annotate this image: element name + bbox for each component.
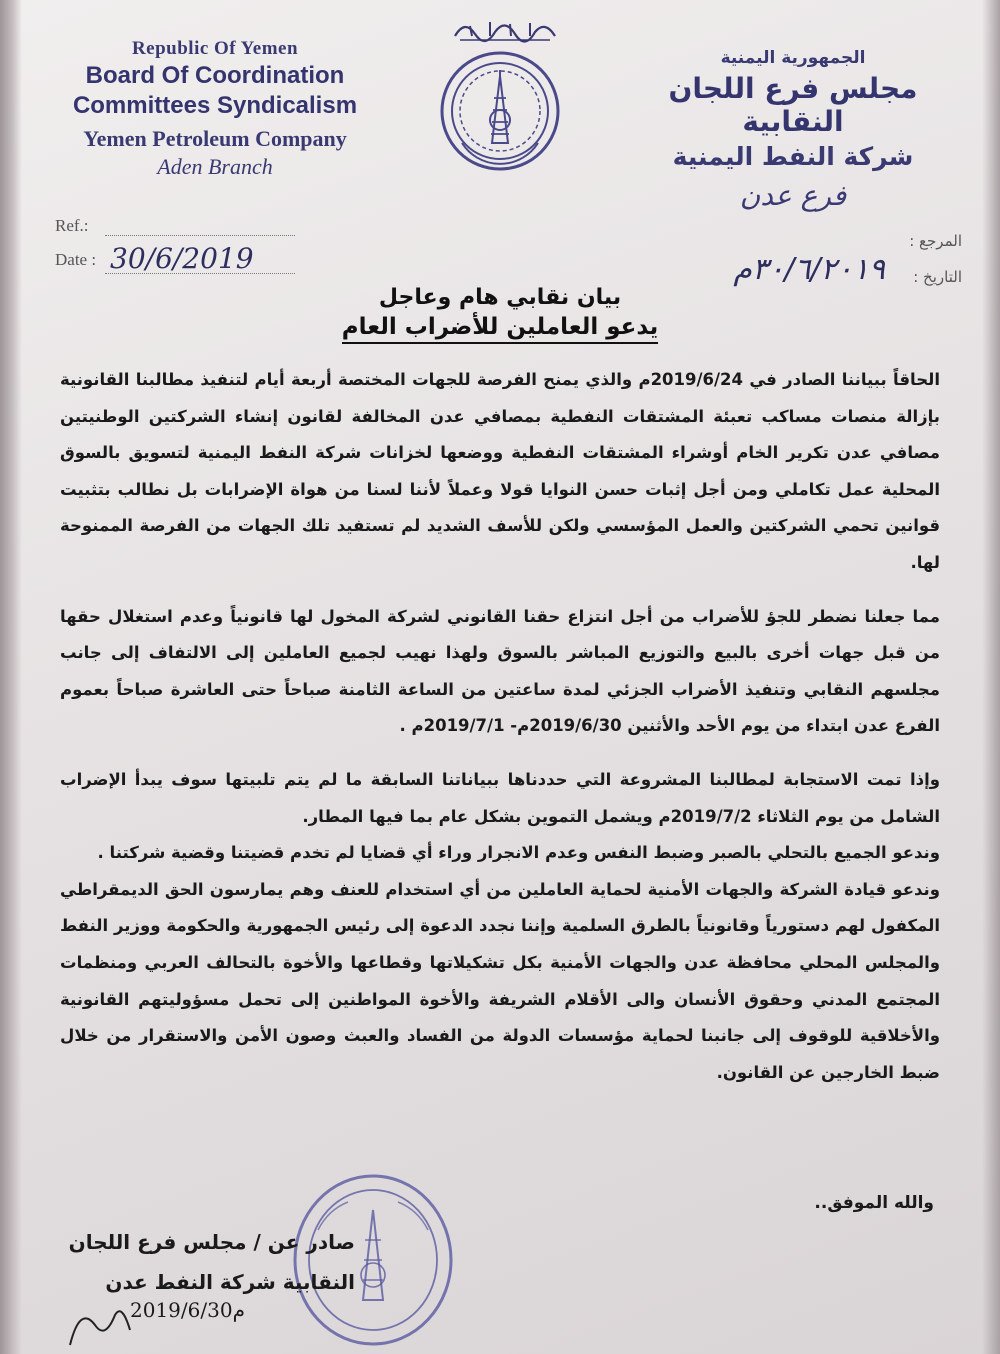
ar-letterhead-line3: شركة النفط اليمنية <box>672 142 914 171</box>
signature-block <box>55 1222 355 1302</box>
union-emblem-icon <box>437 48 563 174</box>
body-paragraph-3: وإذا تمت الاستجابة لمطالبنا المشروعة التي حددناها ببياناتنا السابقة ما لم يتم تلبيتها سوف يبدأ الإضراب الشامل من يوم الثلاثاء 2019/7/2م ويشمل التموين بشكل عام بما فيها المطار. <box>60 769 940 826</box>
signature-date: 2019/6/30م <box>130 1298 245 1322</box>
ref-line <box>105 235 295 236</box>
ar-letterhead-line2: مجلس فرع اللجان النقابية <box>668 72 918 138</box>
statement-title: بيان نقابي هام وعاجل <box>378 285 622 310</box>
ar-letterhead-line4: فرع عدن <box>739 179 847 212</box>
body-paragraph-1: الحاقاً ببياننا الصادر في 2019/6/24م والذي يمنح الفرصة للجهات المختصة أربعة أيام لتنفيذ مطالبنا القانونية بإزالة منصات مساكب تعبئة المشتقات النفطية بمصافي عدن المخالفة لقانون إنشاء الشركتين الوطنيتين مصافي عدن تكرير الخام أوشراء المشتقات النفطية ووضعها لخزانات شركة النفط اليمنية لتسويق بالسوق المحلية عمل تكاملي ومن أجل إثبات حسن النوايا قولا وعملاً لأننا لسنا من هواة الإضرابات بل نطالب بتثبيت قوانين تحمي الشركتين والعمل المؤسسي ولكن للأسف الشديد لم تستفيد تلك الجهات من الفرصة الممنوحة لها. <box>60 370 940 572</box>
closing-text: والله الموفق.. <box>814 1193 934 1213</box>
statement-subtitle-text: يدعو العاملين للأضراب العام <box>342 314 659 344</box>
english-letterhead <box>50 38 380 180</box>
ref-label: Ref.: <box>55 216 89 235</box>
body-paragraph-4: وندعو الجميع بالتحلي بالصبر وضبط النفس وعدم الانجرار وراء أي قضايا لم تخدم قضيتنا وقضية شركتنا . <box>97 843 940 863</box>
arabic-letterhead <box>628 48 958 212</box>
en-letterhead-line3: Committees Syndicalism <box>72 92 358 119</box>
en-letterhead-line1: Republic Of Yemen <box>131 38 299 59</box>
ar-ref-field <box>702 232 962 254</box>
statement-body <box>60 362 940 1091</box>
en-letterhead-line5: Aden Branch <box>157 154 273 179</box>
ar-handwritten-date: ٣٠/٦/٢٠١٩م <box>733 252 885 287</box>
signature-line-2: النقابية شركة النفط عدن <box>105 1270 355 1294</box>
ref-field <box>55 216 295 240</box>
statement-subtitle <box>0 314 1000 340</box>
calligraphy-crest-icon <box>450 14 560 44</box>
ar-date-label: التاريخ : <box>913 268 962 286</box>
handwritten-date: 30/6/2019 <box>110 242 254 275</box>
page-left-edge <box>0 0 22 1354</box>
ar-letterhead-line1: الجمهورية اليمنية <box>720 48 866 68</box>
body-paragraph-2: مما جعلنا نضطر للجؤ للأضراب من أجل انتزاع حقنا القانوني لشركة المخول لها قانونياً وعدم استغلال حقها من قبل جهات أخرى بالبيع والتوزيع المباشر بالسوق ولهذا نهيب لجميع العاملين إلى الالتفاف إلى جانب مجلسهم النقابي وتنفيذ الأضراب الجزئي لمدة ساعتين من الساعة الثامنة صباحاً حتى العاشرة صباحاً بعموم الفرع عدن ابتداء من يوم الأحد والأثنين 2019/6/30م- 2019/7/1م . <box>60 606 940 736</box>
en-letterhead-line2: Board Of Coordination <box>85 62 345 89</box>
page-right-edge <box>982 0 1000 1354</box>
date-label: Date : <box>55 250 97 269</box>
ar-ref-label: المرجع : <box>909 232 962 250</box>
signature-line-1: صادر عن / مجلس فرع اللجان <box>68 1230 355 1254</box>
body-paragraph-5: وندعو قيادة الشركة والجهات الأمنية لحماية العاملين من أي استخدام للعنف وهم يمارسون الحق الديمقراطي المكفول لهم دستورياً وقانونياً بالطرق السلمية وإننا نجدد الدعوة إلى رئيس الجمهورية والحكومة ووزير النفط والمجلس المحلي محافظة عدن والجهات الأمنية بكل تشكيلاتها وقطاعها والأخوة بالتحالف العربي ومنظمات المجتمع المدني وحقوق الأنسان والى الأقلام الشريفة والأخوة المواطنين إلى تحمل مسؤوليتهم القانونية والأخلاقية للوقوف إلى جانبنا لحماية مؤسسات الدولة من الفساد والعبث وصون الأمن والاستقرار من خلال ضبط الخارجين عن القانون. <box>60 879 940 1082</box>
en-letterhead-line4: Yemen Petroleum Company <box>83 126 347 151</box>
handwritten-signature-icon <box>60 1295 160 1354</box>
